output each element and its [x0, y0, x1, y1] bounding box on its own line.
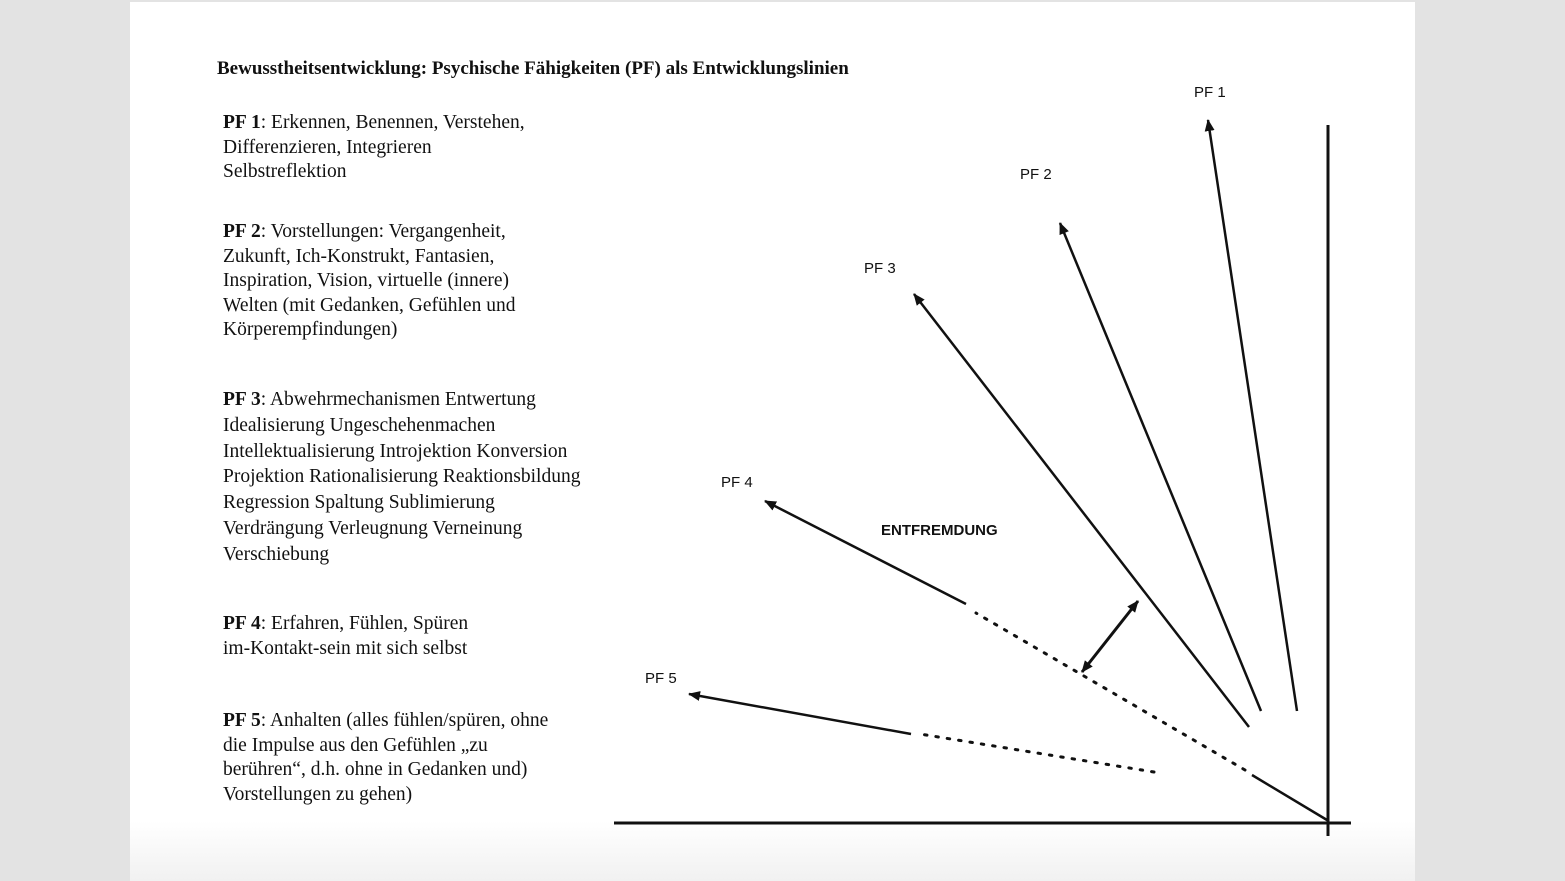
pf3-line-2: Idealisierung Ungeschehenmachen: [223, 414, 496, 436]
pf3-line-7: Verschiebung: [223, 543, 330, 565]
pf3-line-4: Projektion Rationalisierung Reaktionsbildung: [223, 466, 581, 488]
pf2-line-2: Zukunft, Ich-Konstrukt, Fantasien,: [223, 245, 495, 267]
pf1-name: PF 1: [223, 112, 261, 133]
pf3-line-1: PF 3: Abwehrmechanismen Entwertung: [223, 389, 536, 410]
pf3-name: PF 3: [223, 389, 261, 410]
pf2-label: PF 2: [1020, 166, 1052, 183]
pf4-line-2: im-Kontakt-sein mit sich selbst: [223, 637, 468, 659]
pf2-line-5: Körperempfindungen): [223, 319, 398, 340]
pf3-line-3: Intellektualisierung Introjektion Konversion: [223, 440, 568, 462]
pf2-name: PF 2: [223, 221, 261, 242]
pf3-line-5: Regression Spaltung Sublimierung: [223, 492, 495, 514]
pf5-line-2: die Impulse aus den Gefühlen „zu: [223, 734, 488, 756]
pf1-arrow: [1208, 120, 1297, 711]
pf1-line-1: PF 1: Erkennen, Benennen, Verstehen,: [223, 112, 525, 133]
alienation-label: ENTFREMDUNG: [881, 522, 998, 539]
pf4-line-1: PF 4: Erfahren, Fühlen, Spüren: [223, 613, 469, 634]
pf3-line-6: Verdrängung Verleugnung Verneinung: [223, 517, 523, 539]
pf5-line-4: Vorstellungen zu gehen): [223, 783, 413, 805]
pf1-label: PF 1: [1194, 84, 1226, 101]
pf4-arrow: [765, 501, 966, 604]
pf3-label: PF 3: [864, 260, 896, 277]
document-title: Bewusstheitsentwicklung: Psychische Fähigkeiten (PF) als Entwicklungslinien: [217, 58, 849, 79]
pf4-name: PF 4: [223, 613, 261, 634]
pf5-line-1: PF 5: Anhalten (alles fühlen/spüren, ohne: [223, 710, 549, 731]
pf2-line-1: PF 2: Vorstellungen: Vergangenheit,: [223, 221, 506, 242]
pf5-arrow: [689, 694, 911, 734]
pf5-label: PF 5: [645, 670, 677, 687]
alienation-double-arrow: [1082, 601, 1138, 672]
pf3-arrow: [914, 294, 1249, 727]
pf5-dotted-segment: [920, 734, 1154, 772]
pf5-line-3: berühren“, d.h. ohne in Gedanken und): [223, 759, 528, 780]
pf1-line-2: Differenzieren, Integrieren: [223, 136, 432, 158]
pf1-line-3: Selbstreflektion: [223, 161, 347, 182]
pf5-name: PF 5: [223, 710, 261, 731]
pf2-line-3: Inspiration, Vision, virtuelle (innere): [223, 270, 510, 291]
pf2-arrow: [1060, 223, 1261, 711]
pf4-label: PF 4: [721, 474, 753, 491]
pf2-line-4: Welten (mit Gedanken, Gefühlen und: [223, 294, 516, 316]
pf4-base-segment: [1252, 775, 1327, 820]
